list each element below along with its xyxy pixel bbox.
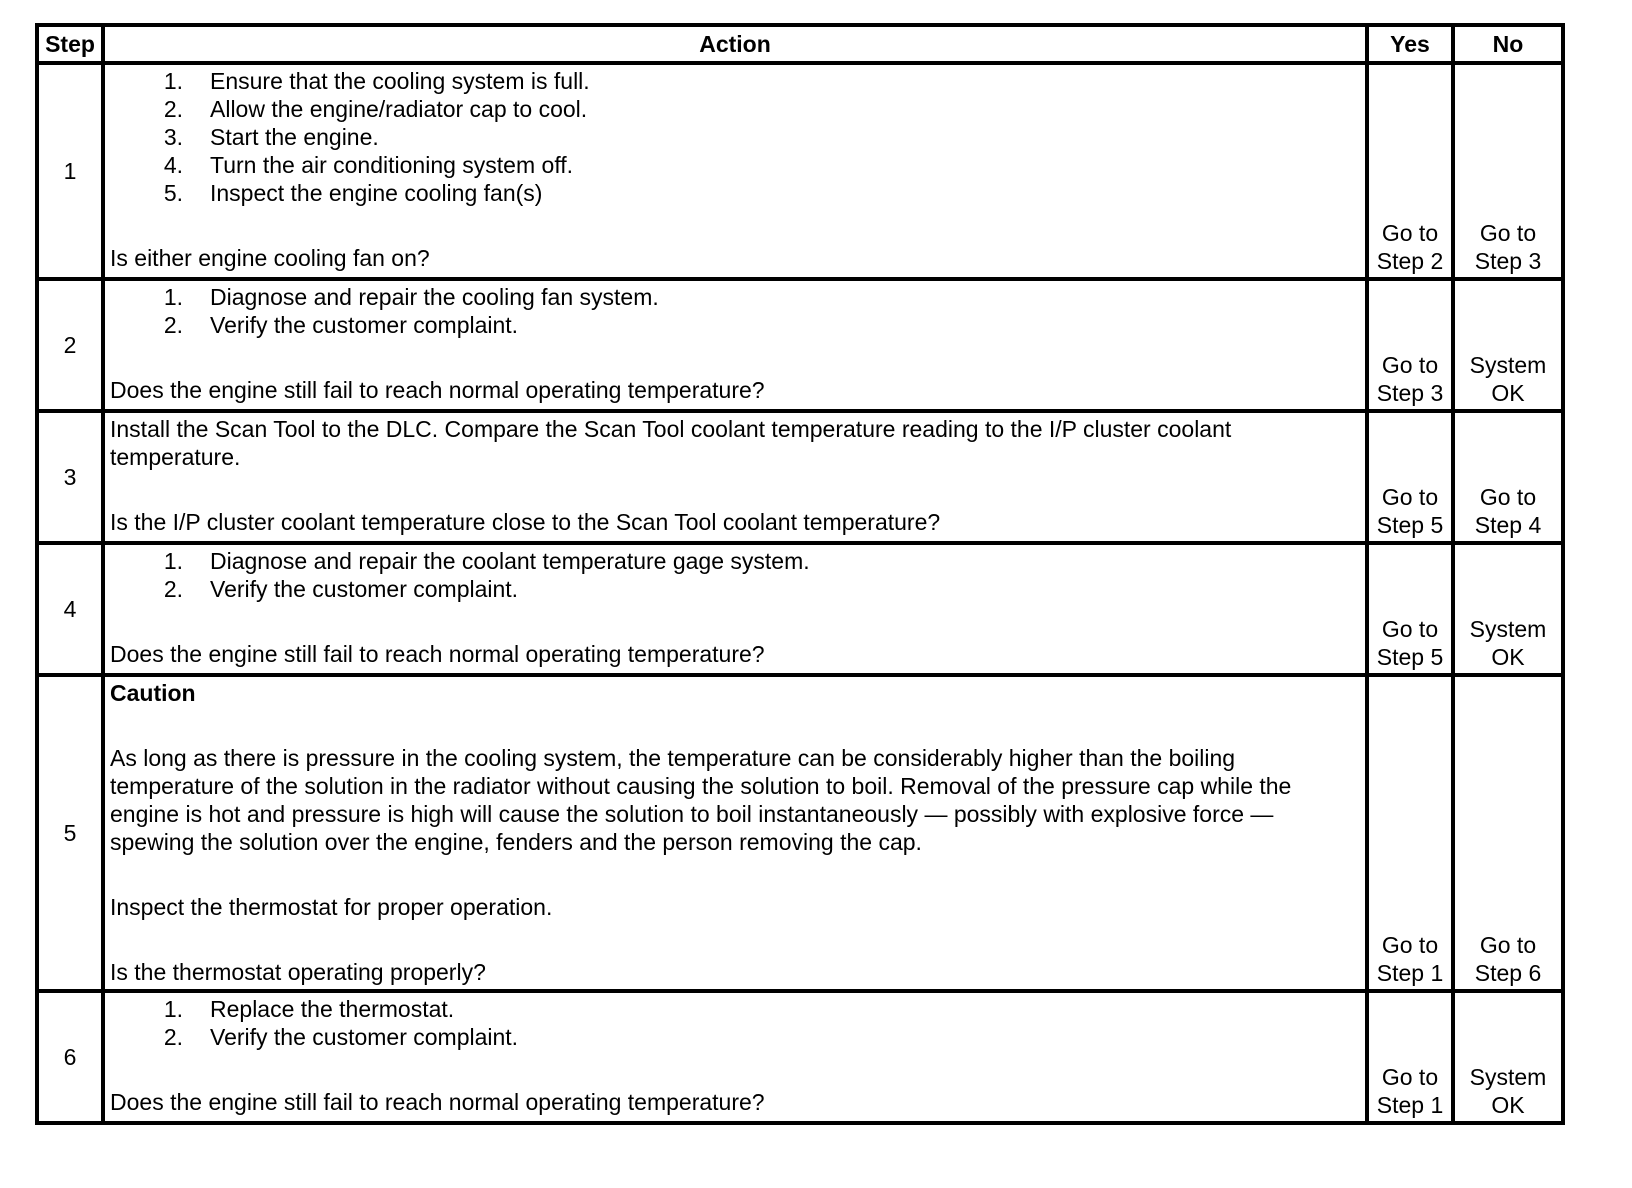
list-item: 2. Verify the customer complaint. — [163, 312, 519, 338]
yes-cell — [1367, 63, 1453, 279]
step-number: 4 — [37, 543, 103, 675]
diagnostic-table — [35, 23, 1565, 1125]
list-item: 5. Inspect the engine cooling fan(s) — [163, 180, 543, 206]
action-cell — [103, 543, 1367, 675]
goto-label: Go to — [1479, 932, 1537, 958]
list-item: 3. Start the engine. — [163, 124, 379, 150]
goto-target: Step 6 — [1474, 960, 1542, 986]
caution-title: Caution — [110, 680, 196, 706]
step-item-text: Ensure that the cooling system is full. — [210, 68, 590, 94]
instruction-text: Inspect the thermostat for proper operation. — [110, 894, 553, 920]
list-item: 4. Turn the air conditioning system off. — [163, 152, 574, 178]
header-no: No — [1453, 25, 1563, 63]
step-item-text: Verify the customer complaint. — [210, 312, 519, 338]
step-item-text: Inspect the engine cooling fan(s) — [210, 180, 543, 206]
header-yes: Yes — [1367, 25, 1453, 63]
action-cell — [103, 63, 1367, 279]
yes-cell — [1367, 543, 1453, 675]
table-row — [37, 411, 1563, 543]
action-steps-list — [110, 67, 1360, 207]
step-item-text: Diagnose and repair the coolant temperature gage system. — [210, 548, 810, 574]
no-cell — [1453, 63, 1563, 279]
goto-label: Go to — [1381, 932, 1439, 958]
diagnostic-table-container — [35, 23, 1565, 1125]
system-label: System — [1469, 352, 1547, 378]
yes-cell — [1367, 675, 1453, 991]
goto-target: Step 5 — [1376, 644, 1444, 670]
goto-label: Go to — [1479, 220, 1537, 246]
step-item-text: Replace the thermostat. — [210, 996, 455, 1022]
question-text: Does the engine still fail to reach normal operating temperature? — [110, 641, 765, 667]
yes-cell — [1367, 991, 1453, 1123]
table-header-row — [37, 25, 1563, 63]
table-row — [37, 675, 1563, 991]
goto-target: Step 3 — [1474, 248, 1542, 274]
yes-cell — [1367, 279, 1453, 411]
no-cell — [1453, 543, 1563, 675]
step-item-text: Diagnose and repair the cooling fan system. — [210, 284, 659, 310]
action-cell — [103, 411, 1367, 543]
question-text: Does the engine still fail to reach normal operating temperature? — [110, 1089, 765, 1115]
question-text: Does the engine still fail to reach normal operating temperature? — [110, 377, 765, 403]
action-steps-list — [110, 283, 1360, 339]
list-item: 2. Allow the engine/radiator cap to cool. — [163, 96, 588, 122]
step-number: 1 — [37, 63, 103, 279]
goto-target: Step 4 — [1474, 512, 1542, 538]
action-cell — [103, 675, 1367, 991]
question-text: Is the I/P cluster coolant temperature close to the Scan Tool coolant temperature? — [110, 509, 941, 535]
system-label: System — [1469, 1064, 1547, 1090]
list-item: 1. Diagnose and repair the cooling fan system. — [163, 284, 659, 310]
question-text: Is either engine cooling fan on? — [110, 245, 430, 271]
system-status: OK — [1491, 380, 1525, 406]
table-row — [37, 543, 1563, 675]
goto-target: Step 2 — [1376, 248, 1444, 274]
no-cell — [1453, 675, 1563, 991]
instruction-text: Install the Scan Tool to the DLC. Compare the Scan Tool coolant temperature reading to the I/P cluster coolant temperature. — [110, 416, 1232, 470]
caution-text: As long as there is pressure in the cooling system, the temperature can be considerably higher than the boiling temperature of the solution in the radiator without causing the solution to boil. Removal of the pressure cap while the engine is hot and pressure is high will cause the solution to boil instantaneously — possibly with explosive force — spewing the solution over the engine, fenders and the person removing the cap. — [110, 745, 1292, 855]
goto-target: Step 1 — [1376, 1092, 1444, 1118]
list-item: 1. Diagnose and repair the coolant temperature gage system. — [163, 548, 810, 574]
action-steps-list — [110, 995, 1360, 1051]
goto-label: Go to — [1479, 484, 1537, 510]
step-item-text: Allow the engine/radiator cap to cool. — [210, 96, 588, 122]
action-cell — [103, 279, 1367, 411]
step-number: 5 — [37, 675, 103, 991]
goto-label: Go to — [1381, 484, 1439, 510]
goto-label: Go to — [1381, 616, 1439, 642]
system-status: OK — [1491, 644, 1525, 670]
table-row — [37, 63, 1563, 279]
step-item-text: Start the engine. — [210, 124, 379, 150]
list-item: 1. Ensure that the cooling system is full. — [163, 68, 590, 94]
goto-label: Go to — [1381, 220, 1439, 246]
step-number: 6 — [37, 991, 103, 1123]
step-number: 2 — [37, 279, 103, 411]
no-cell — [1453, 279, 1563, 411]
step-item-text: Turn the air conditioning system off. — [210, 152, 574, 178]
action-steps-list — [110, 547, 1360, 603]
list-item: 2. Verify the customer complaint. — [163, 1024, 519, 1050]
goto-label: Go to — [1381, 1064, 1439, 1090]
no-cell — [1453, 411, 1563, 543]
header-action: Action — [103, 25, 1367, 63]
table-row — [37, 991, 1563, 1123]
action-cell — [103, 991, 1367, 1123]
system-label: System — [1469, 616, 1547, 642]
goto-label: Go to — [1381, 352, 1439, 378]
goto-target: Step 5 — [1376, 512, 1444, 538]
step-number: 3 — [37, 411, 103, 543]
system-status: OK — [1491, 1092, 1525, 1118]
question-text: Is the thermostat operating properly? — [110, 959, 486, 985]
list-item: 2. Verify the customer complaint. — [163, 576, 519, 602]
yes-cell — [1367, 411, 1453, 543]
goto-target: Step 3 — [1376, 380, 1444, 406]
header-step: Step — [37, 25, 103, 63]
goto-target: Step 1 — [1376, 960, 1444, 986]
step-item-text: Verify the customer complaint. — [210, 1024, 519, 1050]
step-item-text: Verify the customer complaint. — [210, 576, 519, 602]
table-row — [37, 279, 1563, 411]
list-item: 1. Replace the thermostat. — [163, 996, 455, 1022]
no-cell — [1453, 991, 1563, 1123]
